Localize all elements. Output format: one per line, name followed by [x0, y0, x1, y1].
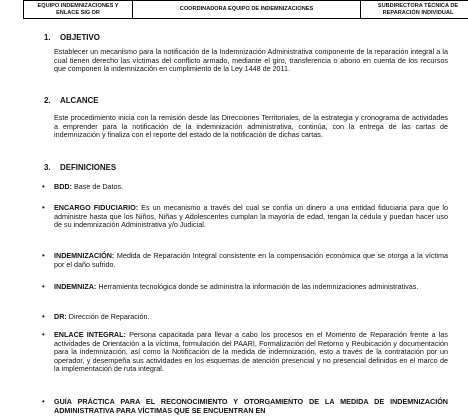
- definition-term: GUÍA PRÁCTICA PARA EL RECONOCIMIENTO Y OTORGAMIENTO DE LA MEDIDA DE INDEMNIZACIÓN ADMINISTRATIVA PARA VÍCTIMAS QUE SE ENCUENTRAN EN: [54, 397, 448, 415]
- definition-text: Herramienta tecnológica donde se administra la información de las indemnizaciones administrativas.: [96, 282, 419, 291]
- header-cell-elaborated-line2: ENLACE SIG DR: [56, 9, 100, 16]
- definition-term: INDEMNIZA:: [54, 282, 97, 291]
- definition-term: ENCARGO FIDUCIARIO:: [54, 203, 139, 212]
- definition-term: DR:: [54, 312, 67, 321]
- definition-item-dr: [42, 312, 448, 322]
- definition-term: INDEMNIZACIÓN:: [54, 251, 115, 260]
- definition-term: BDD:: [54, 182, 72, 191]
- definition-text: Es un mecanismo a través del cual se confía un dinero a una entidad fiduciaria para que lo administre hasta que los Niños, Niñas y Adolescentes cumplan la mayoría de edad, tengan la cédula y puedan hacer uso de su indemnización Administrativa y/o Judicial.: [54, 203, 448, 230]
- header-cell-reviewed: [133, 1, 361, 19]
- bullet-icon: •: [42, 282, 45, 291]
- approval-header-table: [23, 0, 468, 19]
- definition-text: Base de Datos.: [71, 182, 124, 191]
- section-heading-definiciones: [44, 163, 116, 172]
- section-number: 1.: [44, 33, 51, 42]
- section-title: DEFINICIONES: [60, 163, 117, 172]
- bullet-icon: •: [42, 312, 45, 321]
- definition-text: Dirección de Reparación.: [66, 312, 150, 321]
- definition-item-guia-practica: [42, 397, 448, 415]
- section-text-alcance: Este procedimiento inicia con la remisión desde las Direcciones Territoriales, de la estrategia y cronograma de actividades a emprender para la notificación de la indemnización administrativa, continúa, con la entrega de las cartas de indemnización y finaliza con el reporte del estado de la notificación de dichas cartas.: [54, 113, 448, 140]
- bullet-icon: •: [42, 330, 45, 339]
- bullet-icon: •: [42, 397, 45, 406]
- bullet-icon: •: [42, 203, 45, 212]
- definition-item-indemnizacion: [42, 251, 448, 269]
- section-number: 2.: [44, 96, 51, 105]
- section-number: 3.: [44, 163, 51, 172]
- definition-text: Medida de Reparación Integral consistente en la compensación económica que se otorga a la víctima por el daño sufrido.: [54, 251, 448, 269]
- definition-item-enlace-integral: [42, 330, 448, 374]
- section-text-objetivo: Establecer un mecanismo para la notificación de la Indemnización Administrativa componente de la reparación integral a la cual tienen derecho las víctimas del conflicto armado, mediante el giro, transferencia o abono en cuenta de los recursos que componen la indemnización en cumplimiento de la Ley 1448 de 2011.: [54, 47, 448, 74]
- header-cell-approved-line2: REPARACIÓN INDIVIDUAL: [382, 9, 454, 16]
- header-cell-approved-line1: SUBDIRECTORA TÉCNICA DE: [377, 3, 459, 10]
- definition-term: ENLACE INTEGRAL:: [54, 330, 126, 339]
- definition-text: Persona capacitada para llevar a cabo los procesos en el Momento de Reparación frente a las actividades de Orientación a la víctima, formulación del PAARI, Formalización del Retorno y Reubicación y documentación para la indemnización, así como la Notificación de la medida de indemnización, esto a través de la contratación por un operador, y desempeña sus actividades en los esquemas de atención presencial y no presencial definidos en el marco de la implementación de ruta integral.: [54, 330, 448, 374]
- section-title: OBJETIVO: [60, 33, 100, 42]
- header-cell-approved: [361, 1, 468, 19]
- definition-item-encargo-fiduciario: [42, 203, 448, 230]
- section-heading-alcance: [44, 96, 99, 105]
- section-title: ALCANCE: [60, 96, 99, 105]
- section-heading-objetivo: [44, 33, 100, 42]
- bullet-icon: •: [42, 182, 45, 191]
- definition-item-bdd: [42, 182, 448, 192]
- header-cell-reviewed-text: COORDINADORA EQUIPO DE INDEMNIZACIONES: [179, 6, 314, 13]
- header-cell-elaborated-line1: EQUIPO INDEMNIZACIONES Y: [37, 3, 119, 10]
- bullet-icon: •: [42, 251, 45, 260]
- definition-item-indemniza: [42, 282, 448, 292]
- header-cell-elaborated: [24, 1, 133, 19]
